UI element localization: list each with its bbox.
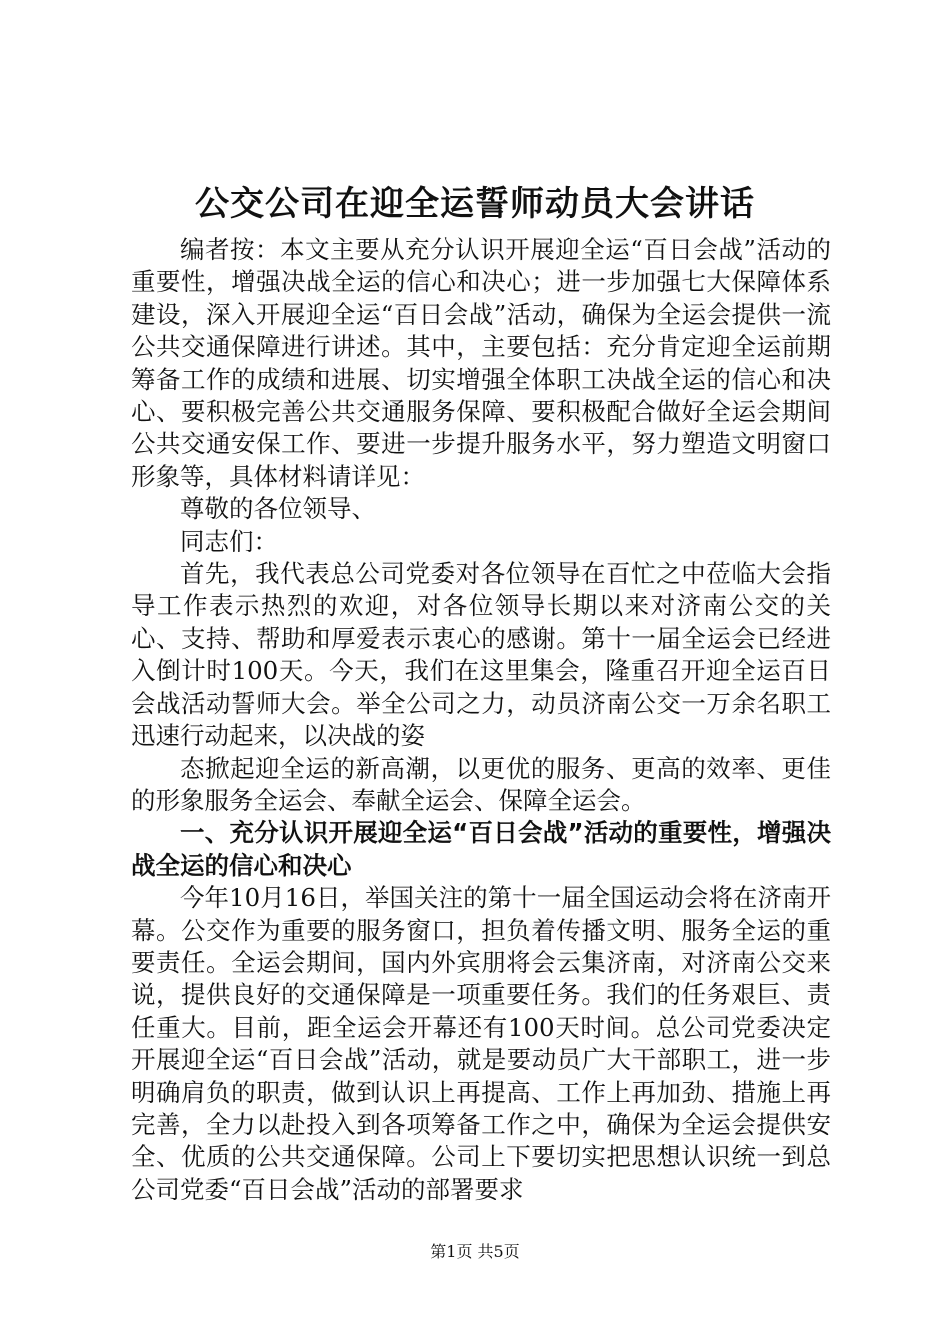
opening-paragraph: 首先，我代表总公司党委对各位领导在百忙之中莅临大会指导工作表示热烈的欢迎，对各位领导长期以来对济南公交的关心、支持、帮助和厚爱表示衷心的感谢。第十一届全运会已经进入倒计时100天。今天，我们在这里集会，隆重召开迎全运百日会战活动誓师大会。举全公司之力，动员济南公交一万余名职工迅速行动起来，以决战的姿 bbox=[131, 559, 831, 751]
section-1-paragraph: 今年10月16日，举国关注的第十一届全国运动会将在济南开幕。公交作为重要的服务窗口，担负着传播文明、服务全运的重要责任。全运会期间，国内外宾朋将会云集济南，对济南公交来说，提供良好的交通保障是一项重要任务。我们的任务艰巨、责任重大。目前，距全运会开幕还有100天时间。总公司党委决定开展迎全运“百日会战”活动，就是要动员广大干部职工，进一步明确肩负的职责，做到认识上再提高、工作上再加劲、措施上再完善，全力以赴投入到各项筹备工作之中，确保为全运会提供安全、优质的公共交通保障。公司上下要切实把思想认识统一到总公司党委“百日会战”活动的部署要求 bbox=[131, 883, 831, 1204]
opening-paragraph-continued: 态掀起迎全运的新高潮，以更优的服务、更高的效率、更佳的形象服务全运会、奉献全运会、保障全运会。 bbox=[131, 753, 831, 815]
document-body bbox=[131, 234, 831, 1206]
page-number-footer: 第1页 共5页 bbox=[430, 1242, 520, 1261]
editor-note-paragraph: 编者按：本文主要从充分认识开展迎全运“百日会战”活动的重要性，增强决战全运的信心和决心；进一步加强七大保障体系建设，深入开展迎全运“百日会战”活动，确保为全运会提供一流公共交通保障进行讲述。其中，主要包括：充分肯定迎全运前期筹备工作的成绩和进展、切实增强全体职工决战全运的信心和决心、要积极完善公共交通服务保障、要积极配合做好全运会期间公共交通安保工作、要进一步提升服务水平，努力塑造文明窗口形象等，具体材料请详见： bbox=[131, 235, 831, 491]
section-1-heading: 一、充分认识开展迎全运“百日会战”活动的重要性，增强决战全运的信心和决心 bbox=[131, 818, 831, 880]
salutation-leaders: 尊敬的各位领导、 bbox=[180, 494, 376, 524]
salutation-comrades: 同志们： bbox=[180, 526, 278, 556]
document-title: 公交公司在迎全运誓师动员大会讲话 bbox=[195, 184, 755, 224]
